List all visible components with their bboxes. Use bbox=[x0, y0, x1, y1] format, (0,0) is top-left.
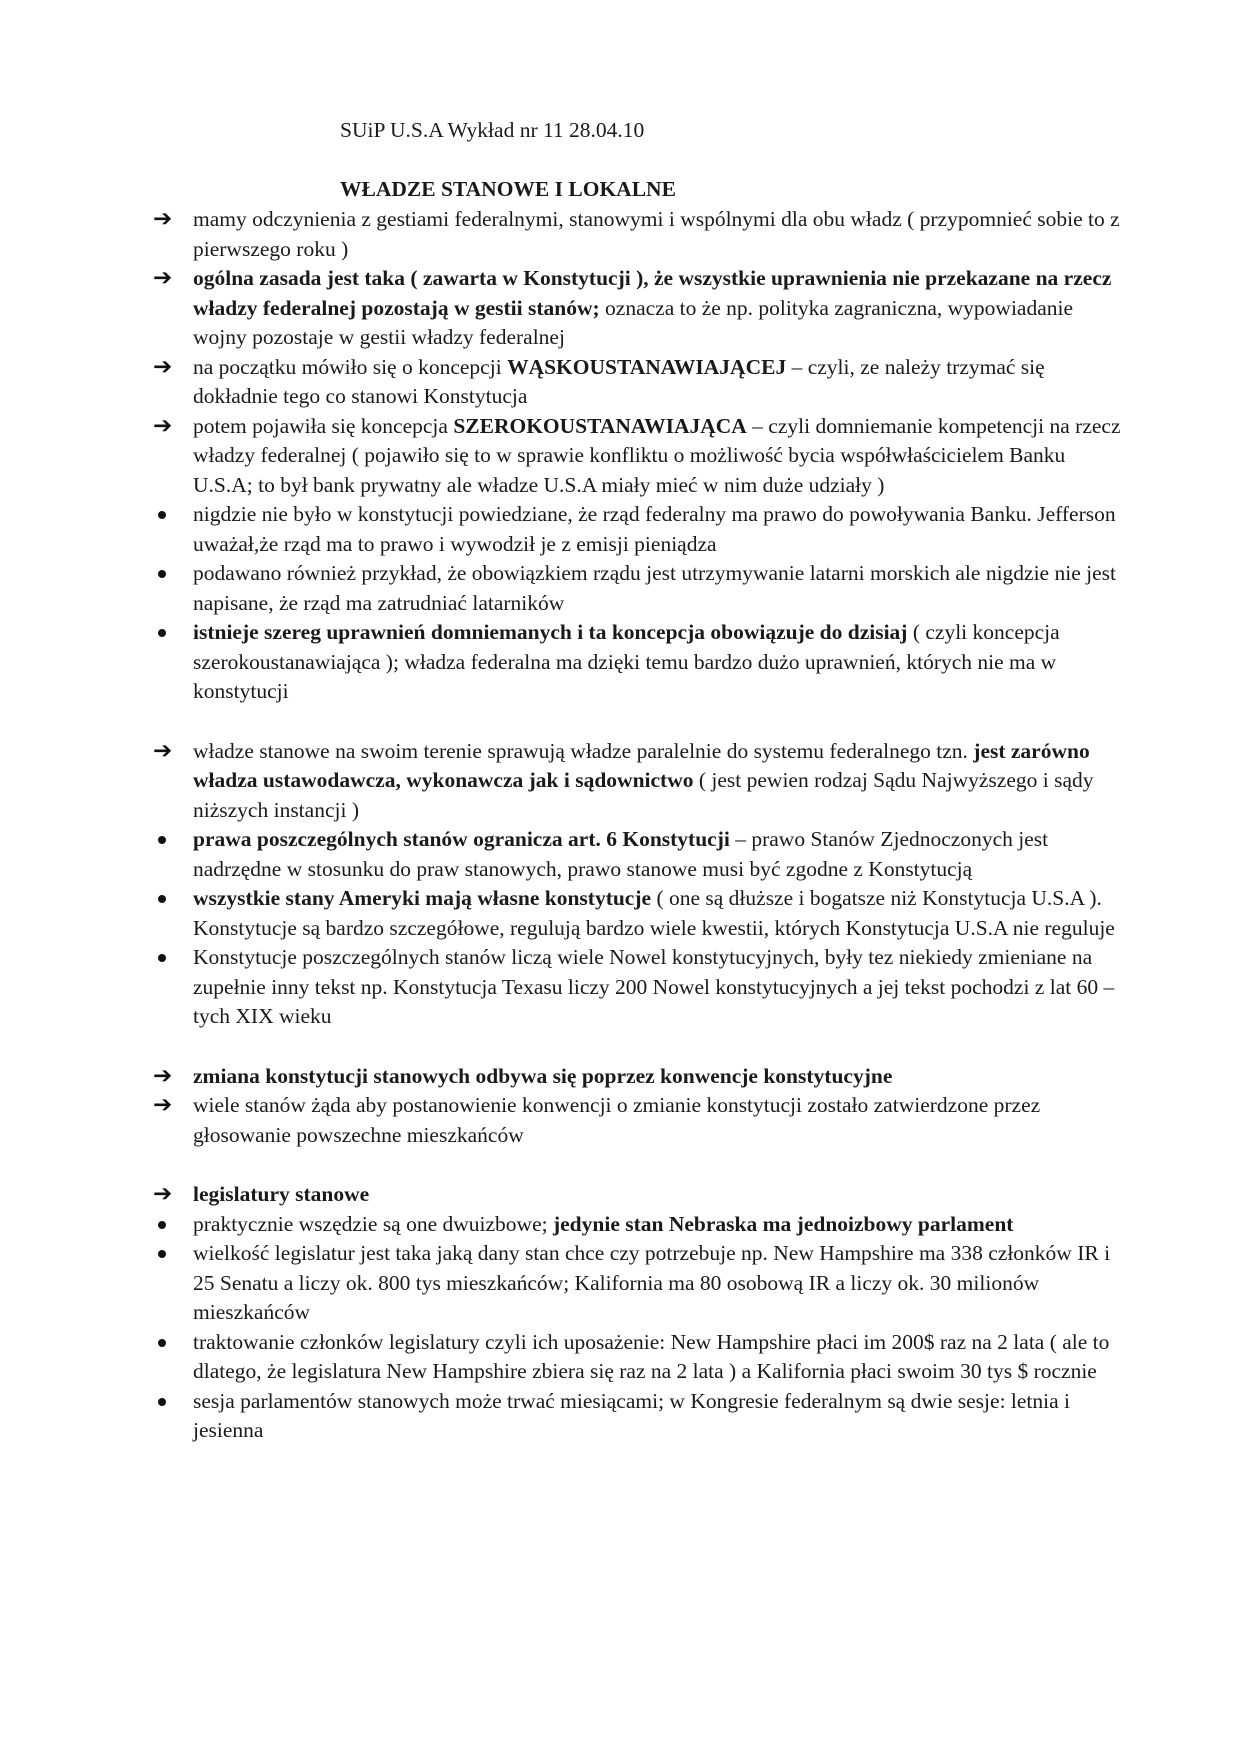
text-run: wiele stanów żąda aby postanowienie konwencji o zmianie konstytucji zostało zatwierdzone przez głosowanie powszechne mieszkańców bbox=[193, 1093, 1041, 1147]
text-run: ( jest pewien rodzaj Sądu Najwyższego i sądy niższych instancji ) bbox=[193, 768, 1094, 822]
paragraph-spacer bbox=[0, 707, 1240, 737]
bold-text-run: wszystkie stany Ameryki mają własne konstytucje bbox=[193, 886, 652, 910]
bullet-dot-icon bbox=[153, 618, 179, 648]
paragraph-spacer bbox=[0, 1032, 1240, 1062]
text-run: podawano również przykład, że obowiązkiem rządu jest utrzymywanie latarni morskich ale nigdzie nie jest napisane, że rząd ma zatrudniać latarników bbox=[193, 561, 1116, 615]
lecture-header: SUiP U.S.A Wykład nr 11 28.04.10 bbox=[340, 118, 645, 142]
bold-text-run: zmiana konstytucji stanowych odbywa się poprzez konwencje konstytucyjne bbox=[193, 1063, 893, 1088]
text-run: władze stanowe na swoim terenie sprawują władze paralelnie do systemu federalnego tzn. bbox=[193, 738, 974, 763]
right-arrow-icon bbox=[153, 412, 179, 442]
arrow-list-item bbox=[0, 1091, 1240, 1150]
bold-text-run: WĄSKOUSTANAWIAJĄCEJ bbox=[507, 354, 787, 379]
text-run: praktycznie wszędzie są one dwuizbowe; bbox=[193, 1211, 553, 1236]
bullet-list-item bbox=[0, 943, 1240, 1032]
right-arrow-icon bbox=[153, 737, 179, 767]
arrow-list-item bbox=[0, 205, 1240, 264]
text-run: – czyli domniemanie kompetencji na rzecz władzy federalnej ( pojawiło się to w sprawie konfliktu o możliwość bycia współwłaścicielem Banku U.S.A; to był bank prywatny ale władze U.S.A miały mieć w nim duże udziały ) bbox=[193, 413, 1121, 497]
bullet-list-item bbox=[0, 500, 1240, 559]
bold-text-run: legislatury stanowe bbox=[193, 1182, 370, 1206]
text-run: – czyli, ze należy trzymać się dokładnie tego co stanowi Konstytucja bbox=[193, 354, 1045, 408]
bullet-dot-icon bbox=[153, 1328, 179, 1358]
bullet-dot-icon bbox=[153, 500, 179, 530]
arrow-list-item bbox=[0, 1062, 1240, 1092]
bullet-dot-icon bbox=[153, 884, 179, 914]
text-run: ( one są dłuższe i bogatsze niż Konstytucja U.S.A ). Konstytucje są bardzo szczegółowe, regulują bardzo wiele kwestii, których Konstytucja U.S.A nie reguluje bbox=[193, 886, 1115, 940]
right-arrow-icon bbox=[153, 1062, 179, 1092]
bullet-dot-icon bbox=[153, 943, 179, 973]
text-run: na początku mówiło się o koncepcji bbox=[193, 354, 508, 379]
text-run: sesja parlamentów stanowych może trwać miesiącami; w Kongresie federalnym są dwie sesje: letnia i jesienna bbox=[193, 1388, 1071, 1442]
text-run: mamy odczynienia z gestiami federalnymi, stanowymi i wspólnymi dla obu władz ( przypomnieć sobie to z pierwszego roku ) bbox=[193, 207, 1120, 261]
right-arrow-icon bbox=[153, 1091, 179, 1121]
text-run: nigdzie nie było w konstytucji powiedziane, że rząd federalny ma prawo do powoływania Banku. Jefferson uważał,że rząd ma to prawo i wywodził je z emisji pieniądza bbox=[193, 502, 1116, 556]
bullet-dot-icon bbox=[153, 559, 179, 589]
paragraph-spacer bbox=[0, 1150, 1240, 1180]
right-arrow-icon bbox=[153, 205, 179, 235]
bold-text-run: jest zarówno władza ustawodawcza, wykonawcza jak i sądownictwo bbox=[193, 738, 1090, 792]
bold-text-run: jedynie stan Nebraska ma jednoizbowy parlament bbox=[552, 1211, 1014, 1236]
arrow-list-item bbox=[0, 264, 1240, 353]
bold-text-run: prawa poszczególnych stanów ogranicza art. 6 Konstytucji bbox=[193, 827, 730, 851]
text-run: – prawo Stanów Zjednoczonych jest nadrzędne w stosunku do praw stanowych, prawo stanowe musi być zgodne z Konstytucją bbox=[193, 827, 1049, 881]
text-run: ( czyli koncepcja szerokoustanawiająca ); władza federalna ma dzięki temu bardzo dużo uprawnień, których nie ma w konstytucji bbox=[193, 620, 1060, 703]
arrow-list-item bbox=[0, 737, 1240, 826]
text-run: potem pojawiła się koncepcja bbox=[193, 413, 454, 438]
bullet-dot-icon bbox=[153, 825, 179, 855]
bullet-list-item bbox=[0, 559, 1240, 618]
bold-text-run: SZEROKOUSTANAWIAJĄCA bbox=[453, 413, 747, 438]
arrow-list-item bbox=[0, 353, 1240, 412]
bullet-list-item bbox=[0, 1328, 1240, 1387]
text-run: Konstytucje poszczególnych stanów liczą wiele Nowel konstytucyjnych, były tez niekiedy zmieniane na zupełnie inny tekst np. Konstytucja Texasu liczy 200 Nowel konstytucyjnych a jej tekst pochodzi z lat 60 – tych XIX wieku bbox=[193, 945, 1115, 1028]
bullet-list-item bbox=[0, 1387, 1240, 1446]
right-arrow-icon bbox=[153, 1180, 179, 1210]
text-run: oznacza to że np. polityka zagraniczna, wypowiadanie wojny pozostaje w gestii władzy federalnej bbox=[193, 295, 1074, 349]
bullet-dot-icon bbox=[153, 1239, 179, 1269]
bullet-list-item bbox=[0, 1239, 1240, 1328]
text-run: traktowanie członków legislatury czyli ich uposażenie: New Hampshire płaci im 200$ raz na 2 lata ( ale to dlatego, że legislatura New Hampshire zbiera się raz na 2 lata ) a Kalifornia płaci swoim 30 tys $ rocznie bbox=[193, 1329, 1110, 1383]
arrow-list-item bbox=[0, 412, 1240, 501]
section-title: WŁADZE STANOWE I LOKALNE bbox=[340, 177, 676, 201]
notes-list bbox=[0, 205, 1240, 1446]
bullet-list-item bbox=[0, 825, 1240, 884]
right-arrow-icon bbox=[153, 264, 179, 294]
arrow-list-item bbox=[0, 1180, 1240, 1210]
bullet-list-item bbox=[0, 884, 1240, 943]
bullet-list-item bbox=[0, 618, 1240, 707]
right-arrow-icon bbox=[153, 353, 179, 383]
text-run: wielkość legislatur jest taka jaką dany stan chce czy potrzebuje np. New Hampshire ma 338 członków IR i 25 Senatu a liczy ok. 800 tys mieszkańców; Kalifornia ma 80 osobową IR a liczy ok. 30 milionów mieszkańców bbox=[193, 1241, 1111, 1324]
bullet-dot-icon bbox=[153, 1387, 179, 1417]
bullet-list-item bbox=[0, 1210, 1240, 1240]
bold-text-run: ogólna zasada jest taka ( zawarta w Konstytucji ), że wszystkie uprawnienia nie przekazane na rzecz władzy federalnej pozostają w gestii stanów; bbox=[193, 266, 1112, 320]
bold-text-run: istnieje szereg uprawnień domniemanych i ta koncepcja obowiązuje do dzisiaj bbox=[193, 620, 908, 644]
bullet-dot-icon bbox=[153, 1210, 179, 1240]
